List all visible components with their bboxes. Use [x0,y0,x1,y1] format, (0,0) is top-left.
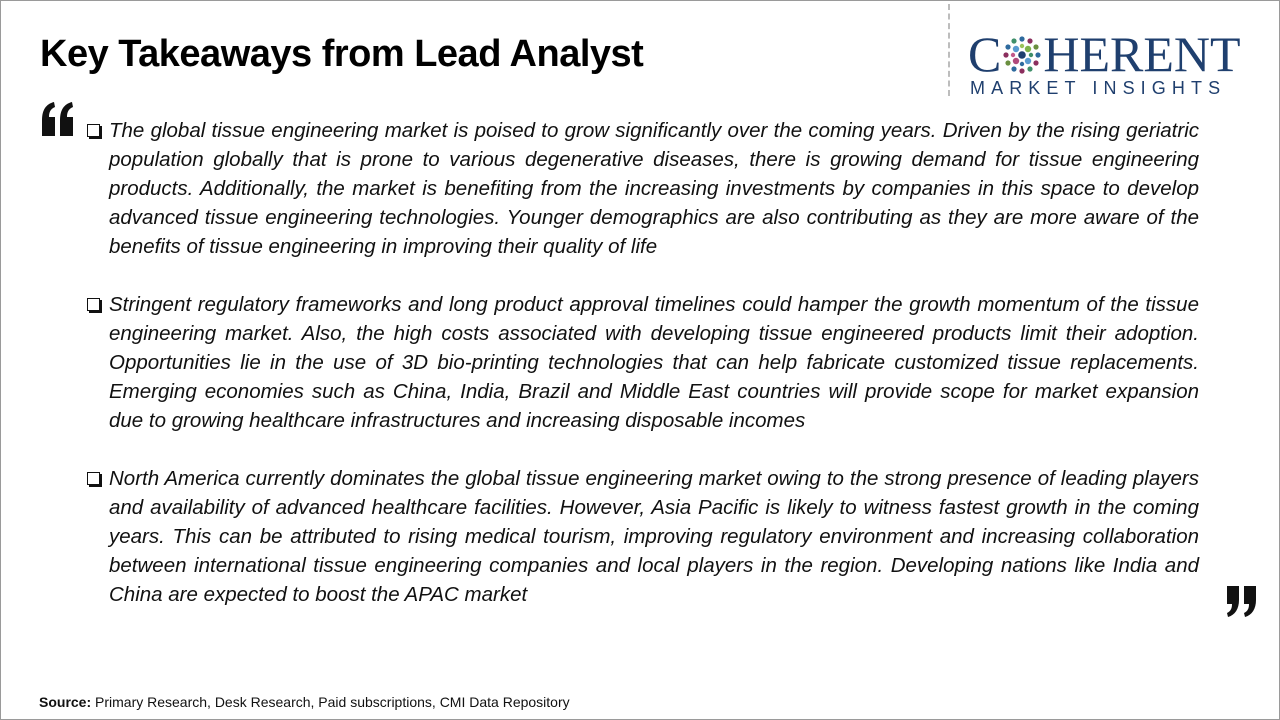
checkbox-bullet-icon [87,472,100,485]
list-item [86,464,1199,609]
checkbox-bullet-icon [87,298,100,311]
logo-letter-c: C [968,26,1002,82]
molecule-globe-icon [1002,35,1042,75]
open-quote-icon [40,100,76,138]
page-title: Key Takeaways from Lead Analyst [40,33,644,75]
list-item [86,116,1199,261]
takeaway-text: North America currently dominates the global tissue engineering market owing to the strong presence of leading players and availability of advanced healthcare facilities. However, Asia Pacific is likely to witness fastest growth in the coming years. This can be attributed to rising medical tourism, improving regulatory environment and increasing collaboration between international tissue engineering companies and local players in the region. Developing nations like India and China are expected to boost the APAC market [109,467,1199,606]
company-logo [968,26,1264,100]
takeaway-text: The global tissue engineering market is poised to grow significantly over the coming years. Driven by the rising geriatric population globally that is prone to various degenerative diseases, there is growing demand for tissue engineering products. Additionally, the market is benefiting from the increasing investments by companies in this space to develop advanced tissue engineering technologies. Younger demographics are also contributing as they are more aware of the benefits of tissue engineering in improving their quality of life [109,119,1199,258]
logo-letters: HERENT [1043,26,1241,82]
takeaway-text: Stringent regulatory frameworks and long product approval timelines could hamper the growth momentum of the tissue engineering market. Also, the high costs associated with developing tissue engineered products limit their adoption. Opportunities lie in the use of 3D bio-printing technologies that can help fabricate customized tissue replacements. Emerging economies such as China, India, Brazil and Middle East countries will provide scope for market expansion due to growing healthcare infrastructures and increasing disposable incomes [109,293,1199,432]
logo-wordmark [968,26,1241,82]
close-quote-icon [1225,584,1259,618]
logo-tagline: MARKET INSIGHTS [970,78,1227,98]
source-text: Primary Research, Desk Research, Paid subscriptions, CMI Data Repository [95,694,570,710]
source-label: Source: [39,694,92,710]
checkbox-bullet-icon [87,124,100,137]
takeaways-list [86,116,1199,638]
list-item [86,290,1199,435]
header-divider [948,4,950,96]
source-note [39,694,570,710]
